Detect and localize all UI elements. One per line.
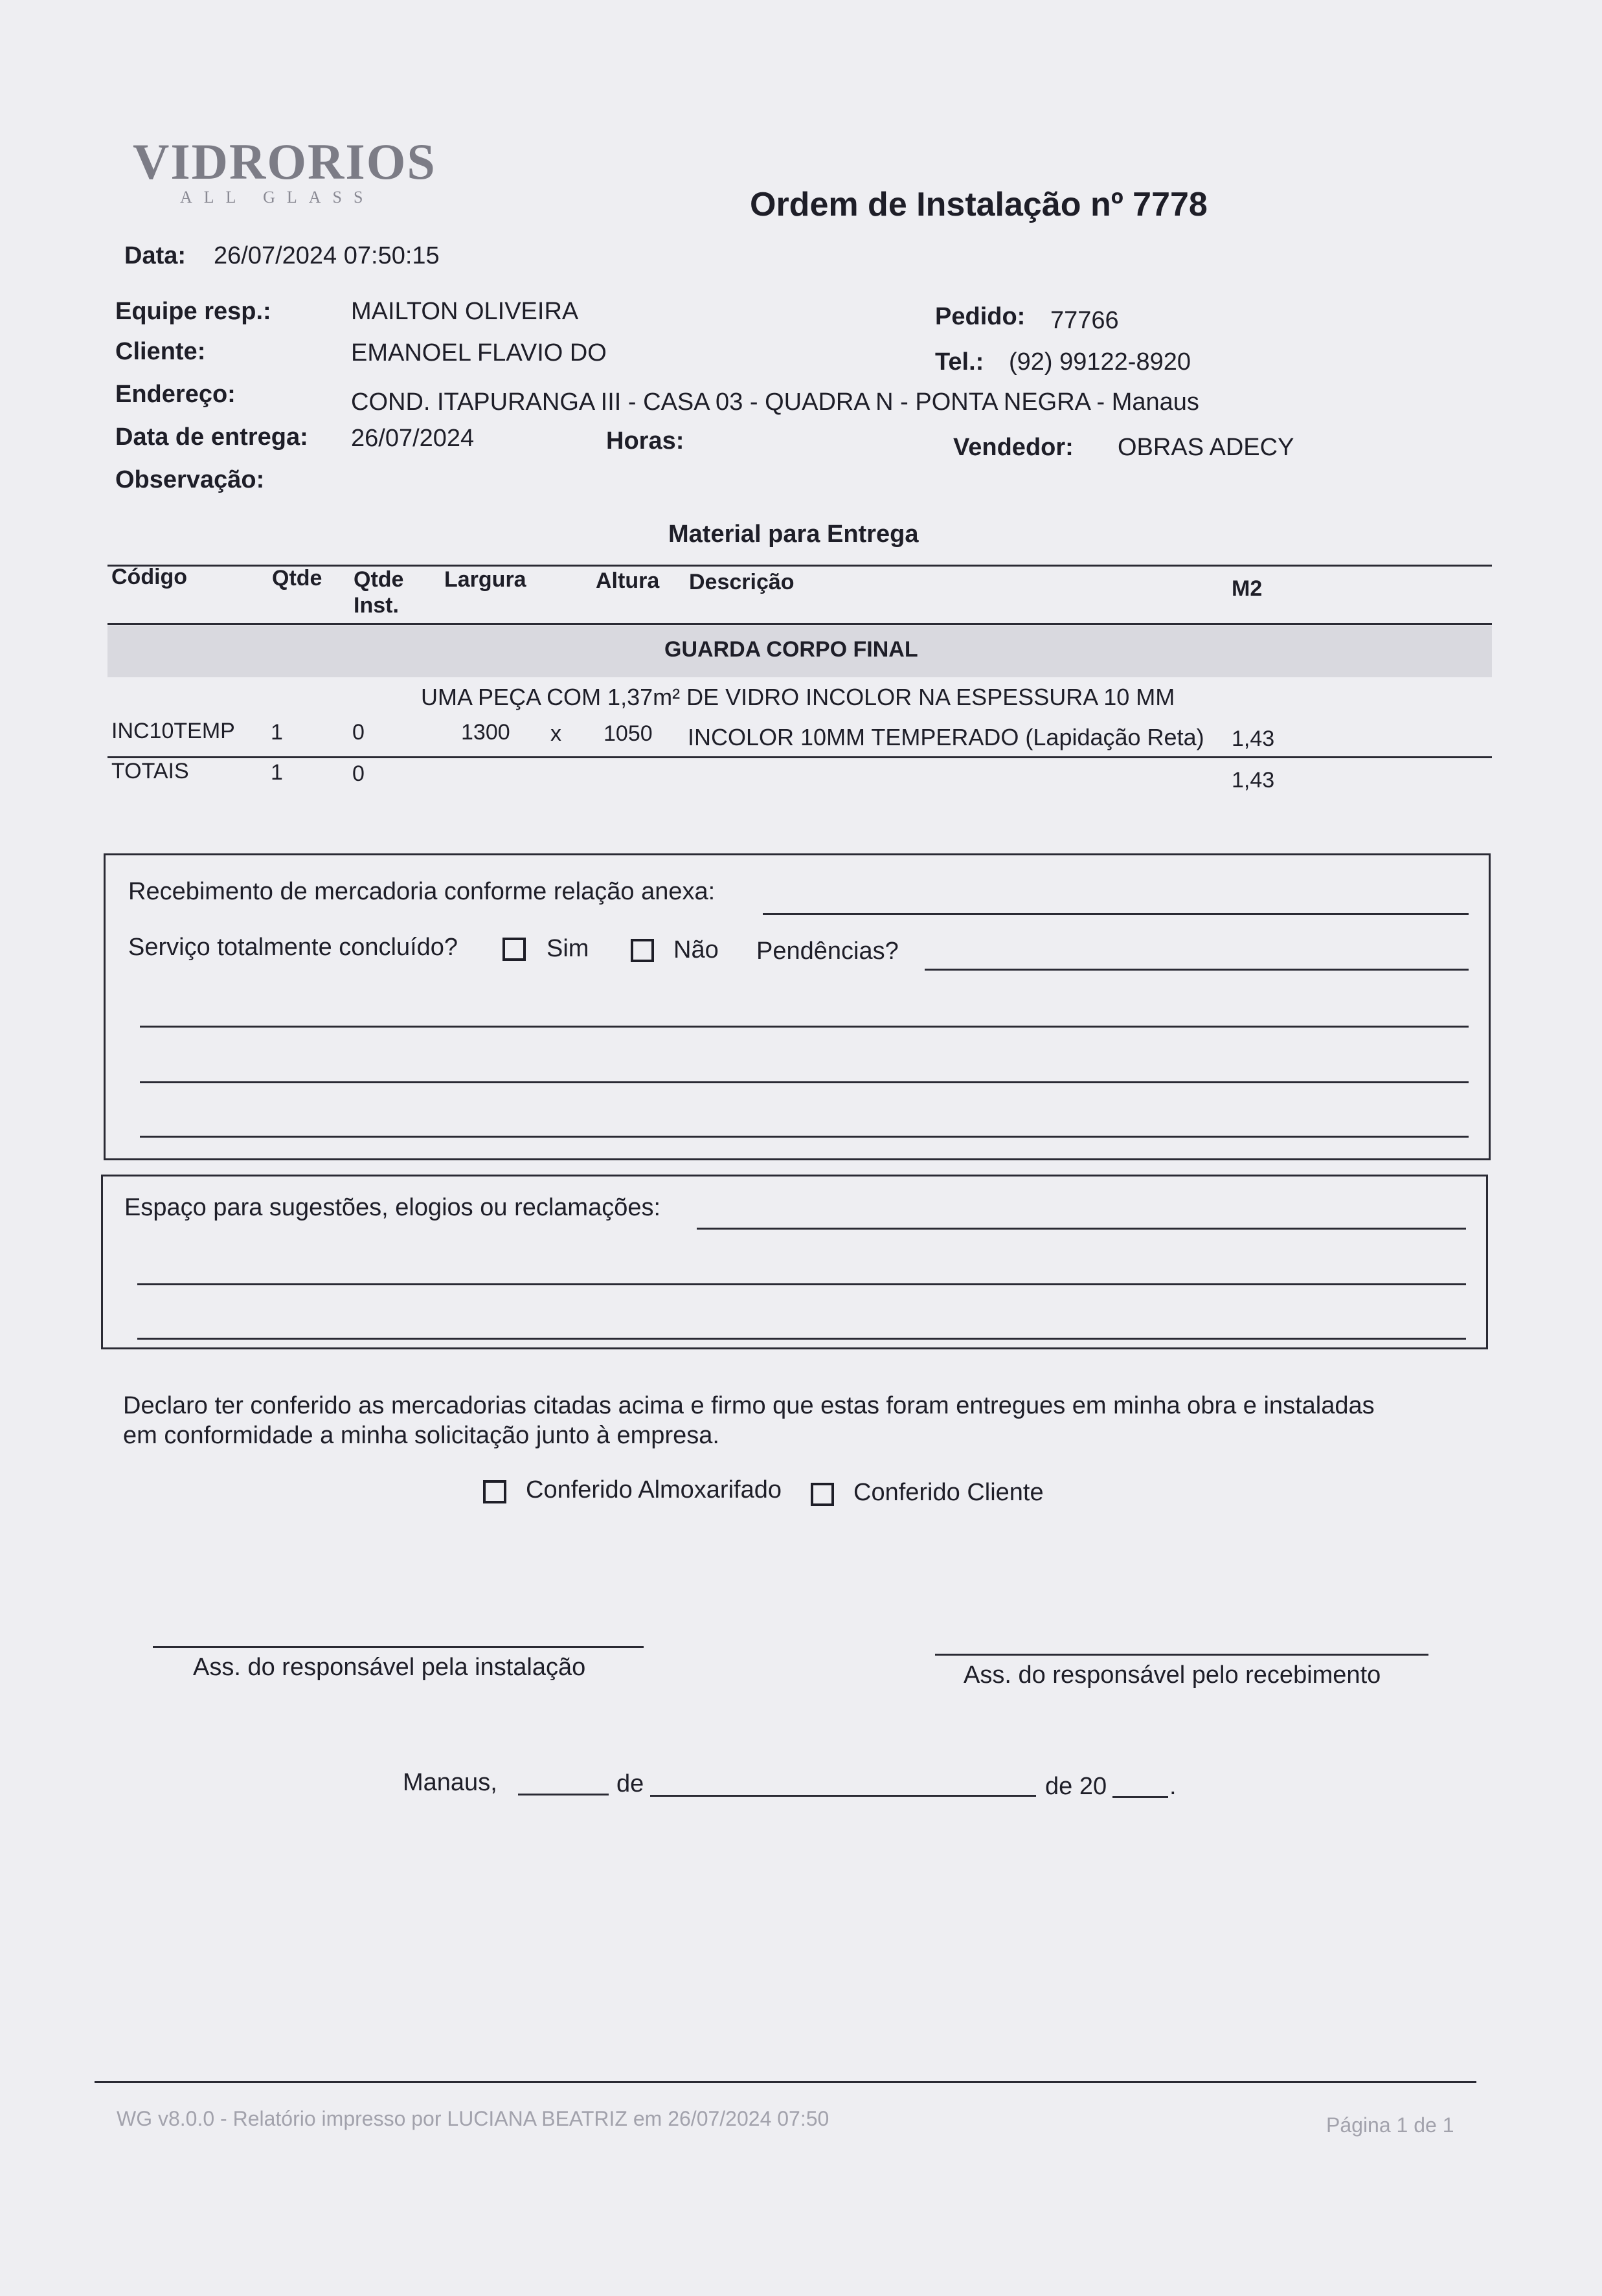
conferido-almoxarifado-checkbox[interactable] xyxy=(483,1480,506,1503)
pedido-value: 77766 xyxy=(1050,307,1119,334)
date-value: 26/07/2024 07:50:15 xyxy=(214,242,440,269)
footer-rule xyxy=(95,2081,1476,2083)
tel-label: Tel.: xyxy=(935,348,984,376)
endereco-label: Endereço: xyxy=(115,381,236,408)
row-codigo: INC10TEMP xyxy=(111,719,235,743)
pendencias-label: Pendências? xyxy=(756,938,899,965)
date-label: Data: xyxy=(124,242,186,269)
col-qtde-inst-2: Inst. xyxy=(354,593,399,618)
company-logo-tagline: ALL GLASS xyxy=(180,188,375,207)
entrega-label: Data de entrega: xyxy=(115,423,308,451)
row-altura: 1050 xyxy=(604,721,653,746)
totals-m2: 1,43 xyxy=(1232,768,1275,793)
sim-checkbox[interactable] xyxy=(502,938,526,961)
receipt-blank-line-2[interactable] xyxy=(140,1081,1469,1083)
suggestions-blank-1[interactable] xyxy=(697,1228,1466,1230)
totals-qtde: 1 xyxy=(271,760,283,785)
declaration-line2: em conformidade a minha solicitação junto à empresa. xyxy=(123,1422,719,1449)
footer-page-number: Página 1 de 1 xyxy=(1326,2113,1454,2137)
conferido-almoxarifado-label: Conferido Almoxarifado xyxy=(526,1476,782,1503)
de-label-2: de 20 xyxy=(1045,1773,1107,1800)
entrega-value: 26/07/2024 xyxy=(351,425,475,452)
receipt-line1-label: Recebimento de mercadoria conforme relação anexa: xyxy=(128,878,716,905)
vendedor-value: OBRAS ADECY xyxy=(1118,434,1294,461)
suggestions-label: Espaço para sugestões, elogios ou reclamações: xyxy=(124,1194,661,1221)
cliente-value: EMANOEL FLAVIO DO xyxy=(351,339,607,366)
totals-qtde-inst: 0 xyxy=(352,761,365,786)
totals-rule xyxy=(107,756,1492,758)
horas-label: Horas: xyxy=(606,427,684,455)
row-descricao: INCOLOR 10MM TEMPERADO (Lapidação Reta) xyxy=(688,724,1204,750)
tel-value: (92) 99122-8920 xyxy=(1009,348,1191,376)
receipt-line1-blank[interactable] xyxy=(763,913,1469,915)
receipt-blank-line-1[interactable] xyxy=(140,1026,1469,1028)
pedido-label: Pedido: xyxy=(935,303,1026,330)
totals-label: TOTAIS xyxy=(111,759,189,783)
row-x: x xyxy=(550,721,561,746)
col-qtde: Qtde xyxy=(272,566,322,591)
nao-checkbox[interactable] xyxy=(631,939,654,962)
signature-line-right[interactable] xyxy=(935,1654,1428,1656)
header-bottom-rule xyxy=(107,623,1492,625)
col-codigo: Código xyxy=(111,565,188,589)
year-blank[interactable] xyxy=(1112,1796,1168,1798)
signature-label-right: Ass. do responsável pelo recebimento xyxy=(964,1661,1381,1689)
signature-line-left[interactable] xyxy=(153,1646,644,1648)
col-qtde-inst-1: Qtde xyxy=(354,567,404,592)
vendedor-label: Vendedor: xyxy=(953,434,1074,461)
row-largura: 1300 xyxy=(461,720,510,745)
item-note: UMA PEÇA COM 1,37m² DE VIDRO INCOLOR NA ESPESSURA 10 MM xyxy=(421,684,1175,710)
day-blank[interactable] xyxy=(518,1794,609,1795)
receipt-blank-line-3[interactable] xyxy=(140,1136,1469,1138)
company-logo: VIDRORIOS xyxy=(133,133,436,190)
row-qtde-inst: 0 xyxy=(352,720,365,745)
equipe-label: Equipe resp.: xyxy=(115,298,271,325)
col-largura: Largura xyxy=(444,567,526,592)
equipe-value: MAILTON OLIVEIRA xyxy=(351,298,579,325)
date-end-dot: . xyxy=(1169,1773,1177,1800)
col-descricao: Descrição xyxy=(689,570,795,594)
col-m2: M2 xyxy=(1232,576,1263,601)
row-m2: 1,43 xyxy=(1232,726,1275,751)
observacao-label: Observação: xyxy=(115,466,265,493)
declaration-line1: Declaro ter conferido as mercadorias citadas acima e firmo que estas foram entregues em minha obra e instaladas xyxy=(123,1392,1375,1419)
conferido-cliente-checkbox[interactable] xyxy=(811,1483,834,1506)
suggestions-blank-3[interactable] xyxy=(137,1338,1466,1340)
group-title: GUARDA CORPO FINAL xyxy=(664,637,918,662)
signature-label-left: Ass. do responsável pela instalação xyxy=(193,1654,586,1681)
city-label: Manaus, xyxy=(403,1769,497,1796)
row-qtde: 1 xyxy=(271,720,283,745)
col-altura: Altura xyxy=(596,568,660,593)
de-label-1: de xyxy=(616,1770,644,1797)
suggestions-blank-2[interactable] xyxy=(137,1283,1466,1285)
sim-label: Sim xyxy=(547,935,589,962)
endereco-value: COND. ITAPURANGA III - CASA 03 - QUADRA N - PONTA NEGRA - Manaus xyxy=(351,388,1199,416)
conferido-cliente-label: Conferido Cliente xyxy=(853,1479,1044,1506)
footer-report-info: WG v8.0.0 - Relatório impresso por LUCIANA BEATRIZ em 26/07/2024 07:50 xyxy=(117,2107,829,2130)
nao-label: Não xyxy=(673,936,719,963)
service-question: Serviço totalmente concluído? xyxy=(128,934,458,961)
month-blank[interactable] xyxy=(650,1795,1036,1797)
pendencias-blank[interactable] xyxy=(925,969,1469,971)
material-title: Material para Entrega xyxy=(668,521,919,548)
cliente-label: Cliente: xyxy=(115,338,206,365)
page-title: Ordem de Instalação nº 7778 xyxy=(750,186,1208,223)
